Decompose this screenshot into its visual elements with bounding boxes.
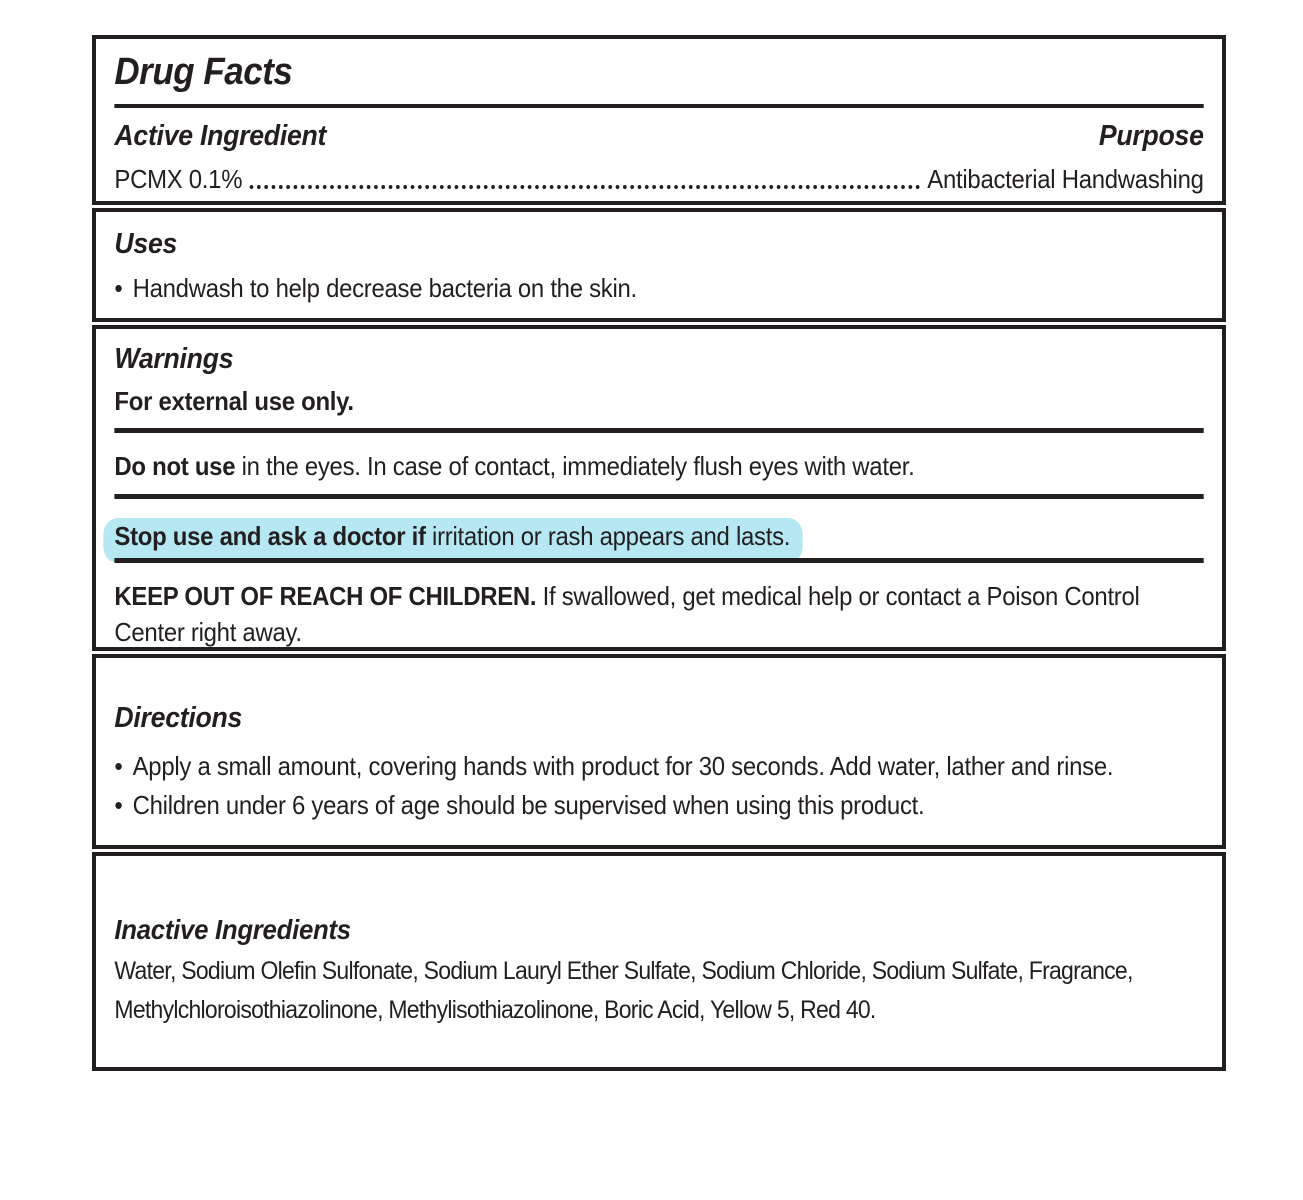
stop-use-rest: irritation or rash appears and lasts. — [425, 520, 791, 551]
warnings-divider — [114, 494, 1203, 499]
warnings-divider — [114, 558, 1203, 563]
drug-facts-header-section — [92, 35, 1226, 205]
external-use-statement: For external use only. — [114, 386, 354, 416]
page-title: Drug Facts — [114, 51, 293, 93]
purpose-heading: Purpose — [1098, 120, 1204, 152]
uses-item — [114, 271, 1203, 306]
dotted-leader — [250, 185, 920, 189]
directions-section — [92, 654, 1226, 849]
stop-use-highlight — [103, 518, 803, 563]
purpose-value: Antibacterial Handwashing — [927, 164, 1204, 194]
uses-section — [92, 208, 1226, 322]
directions-item-text: Children under 6 years of age should be supervised when using this product. — [132, 790, 925, 821]
directions-item — [114, 788, 1203, 823]
do-not-use-rest: in the eyes. In case of contact, immediately flush eyes with water. — [235, 450, 915, 481]
bullet-icon: • — [114, 790, 123, 821]
directions-item-text: Apply a small amount, covering hands with product for 30 seconds. Add water, lather and rinse. — [132, 751, 1114, 781]
title-divider — [114, 104, 1203, 108]
ingredient-purpose-header-row — [114, 120, 1203, 153]
inactive-ingredients-text: Water, Sodium Olefin Sulfonate, Sodium Lauryl Ether Sulfate, Sodium Chloride, Sodium Sulfate, Fragrance, Methylchloroisothiazolinone, Methylisothiazolinone, Boric Acid, Yellow 5, Red 40. — [114, 957, 1133, 1024]
warnings-heading: Warnings — [114, 343, 234, 375]
directions-heading: Directions — [114, 702, 243, 734]
drug-facts-label — [92, 35, 1226, 1074]
keep-out-lead: KEEP OUT OF REACH OF CHILDREN. — [114, 580, 537, 611]
do-not-use-lead: Do not use — [114, 450, 236, 481]
active-ingredient-heading: Active Ingredient — [114, 120, 327, 152]
stop-use-lead: Stop use and ask a doctor if — [114, 520, 426, 551]
inactive-ingredients-heading: Inactive Ingredients — [114, 914, 351, 945]
warnings-section — [92, 325, 1226, 651]
uses-item-text: Handwash to help decrease bacteria on the skin. — [132, 273, 637, 303]
bullet-icon: • — [114, 751, 123, 781]
keep-out-statement — [114, 579, 1203, 651]
stop-use-statement — [114, 519, 1203, 555]
active-ingredient-name: PCMX 0.1% — [114, 164, 243, 194]
uses-heading: Uses — [114, 228, 178, 260]
directions-item — [114, 749, 1203, 784]
warnings-divider — [114, 428, 1203, 433]
ingredient-purpose-value-row — [114, 163, 1203, 196]
inactive-ingredients-section — [92, 852, 1226, 1071]
keep-out-rest: If swallowed, get medical help or contact a Poison Control Center right away. — [114, 580, 1140, 647]
do-not-use-statement — [114, 449, 1203, 485]
bullet-icon: • — [114, 273, 123, 303]
